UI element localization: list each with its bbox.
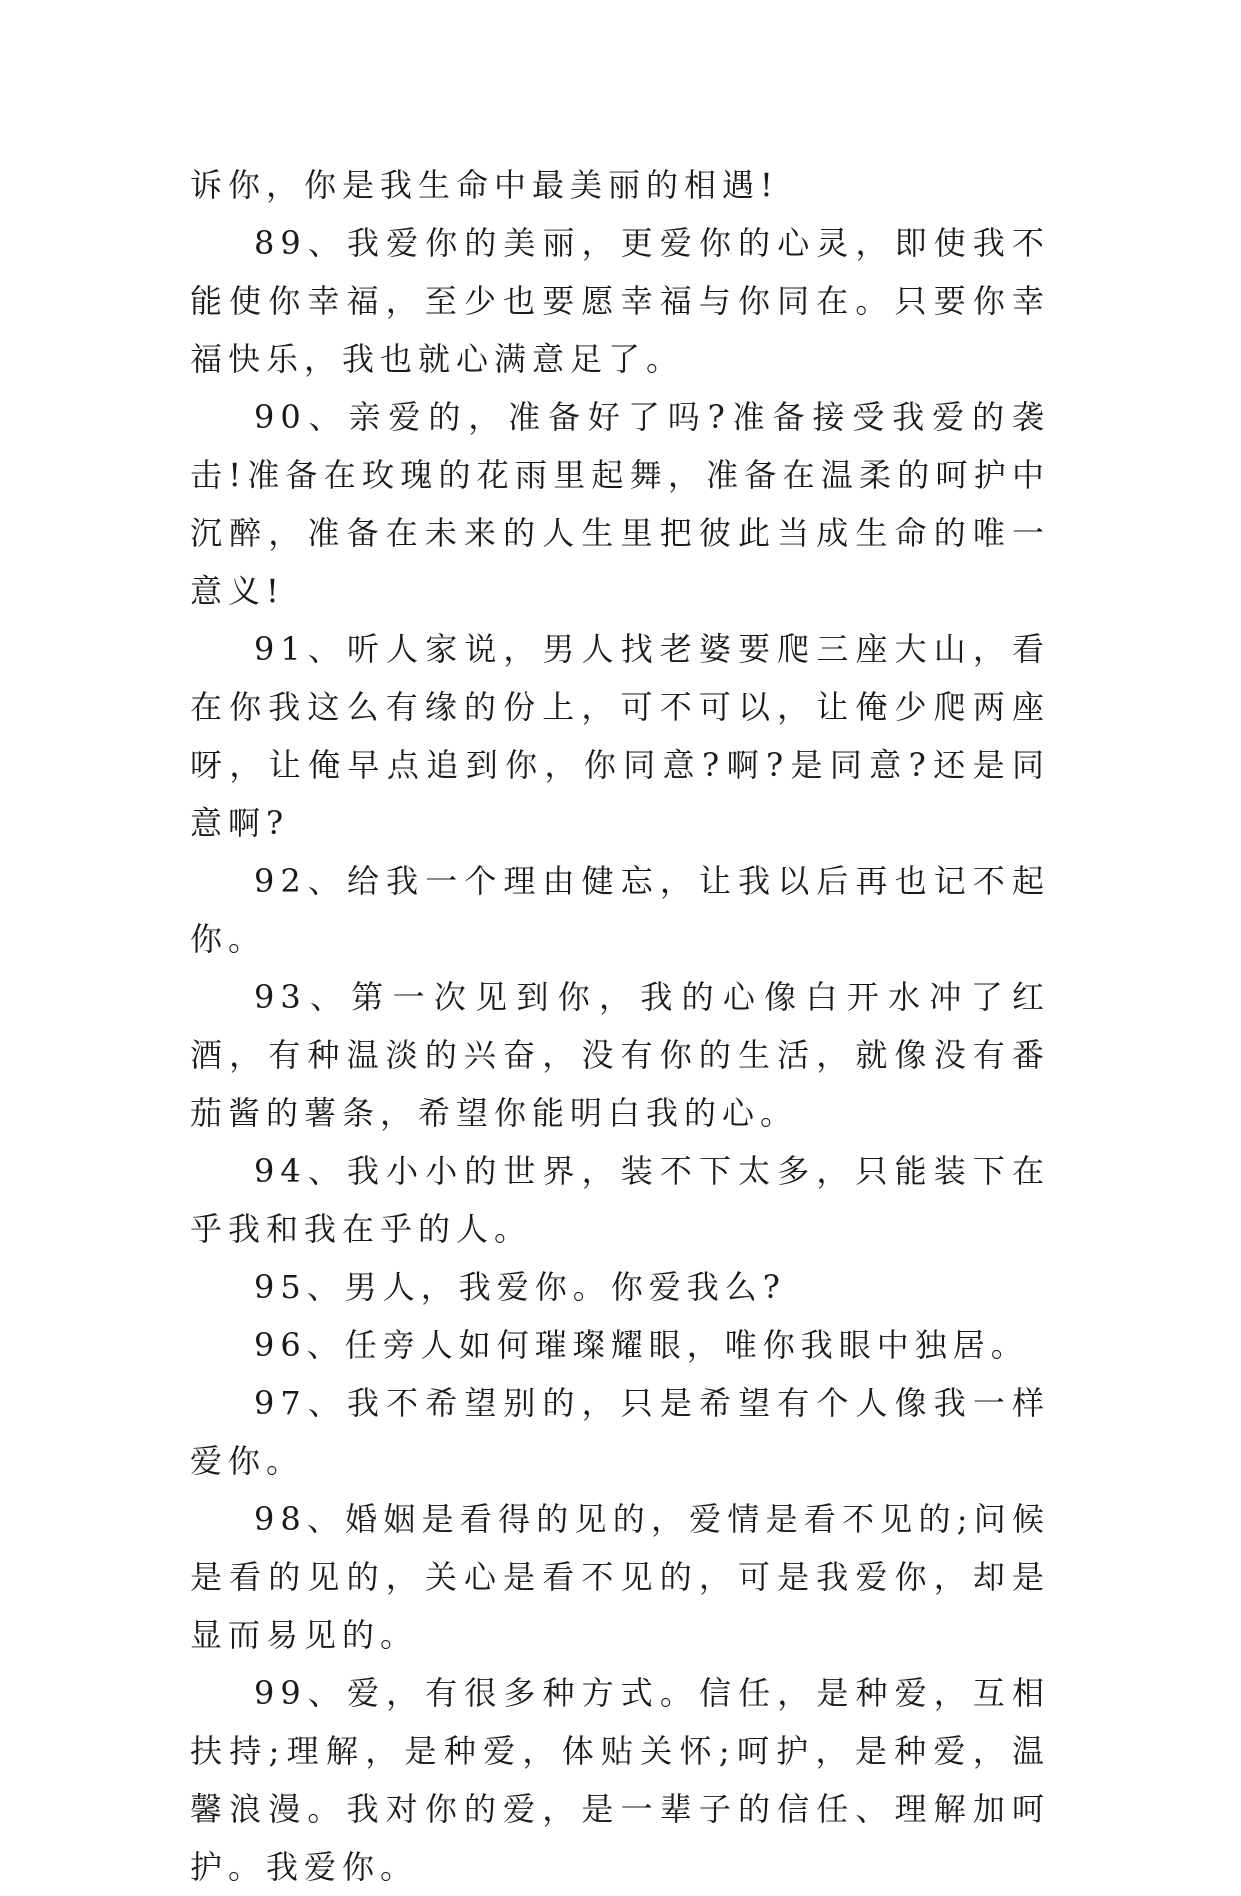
paragraph-93: 93、第一次见到你，我的心像白开水冲了红酒，有种温淡的兴奋，没有你的生活，就像没有番茄酱的薯条，希望你能明白我的心。 [190, 978, 1050, 1132]
paragraph-96: 96、任旁人如何璀璨耀眼，唯你我眼中独居。 [254, 1326, 1029, 1364]
paragraph-92: 92、给我一个理由健忘，让我以后再也记不起你。 [190, 862, 1050, 958]
paragraph-continuation: 诉你，你是我生命中最美丽的相遇! [190, 166, 779, 204]
paragraph-90: 90、亲爱的，准备好了吗?准备接受我爱的袭击!准备在玫瑰的花雨里起舞，准备在温柔的呵护中沉醉，准备在未来的人生里把彼此当成生命的唯一意义! [190, 398, 1050, 610]
paragraph-98: 98、婚姻是看得的见的，爱情是看不见的;问候是看的见的，关心是看不见的，可是我爱你，却是显而易见的。 [190, 1500, 1050, 1654]
paragraph-94: 94、我小小的世界，装不下太多，只能装下在乎我和我在乎的人。 [190, 1152, 1050, 1248]
paragraph-99: 99、爱，有很多种方式。信任，是种爱，互相扶持;理解，是种爱，体贴关怀;呵护，是种爱，温馨浪漫。我对你的爱，是一辈子的信任、理解加呵护。我爱你。 [190, 1674, 1050, 1886]
paragraph-89: 89、我爱你的美丽，更爱你的心灵，即使我不能使你幸福，至少也要愿幸福与你同在。只要你幸福快乐，我也就心满意足了。 [190, 224, 1050, 378]
paragraph-97: 97、我不希望别的，只是希望有个人像我一样爱你。 [190, 1384, 1050, 1480]
paragraph-91: 91、听人家说，男人找老婆要爬三座大山，看在你我这么有缘的份上，可不可以，让俺少爬两座呀，让俺早点追到你，你同意?啊?是同意?还是同意啊? [190, 630, 1050, 842]
document-body [190, 156, 1050, 1896]
paragraph-95: 95、男人，我爱你。你爱我么? [254, 1268, 786, 1306]
